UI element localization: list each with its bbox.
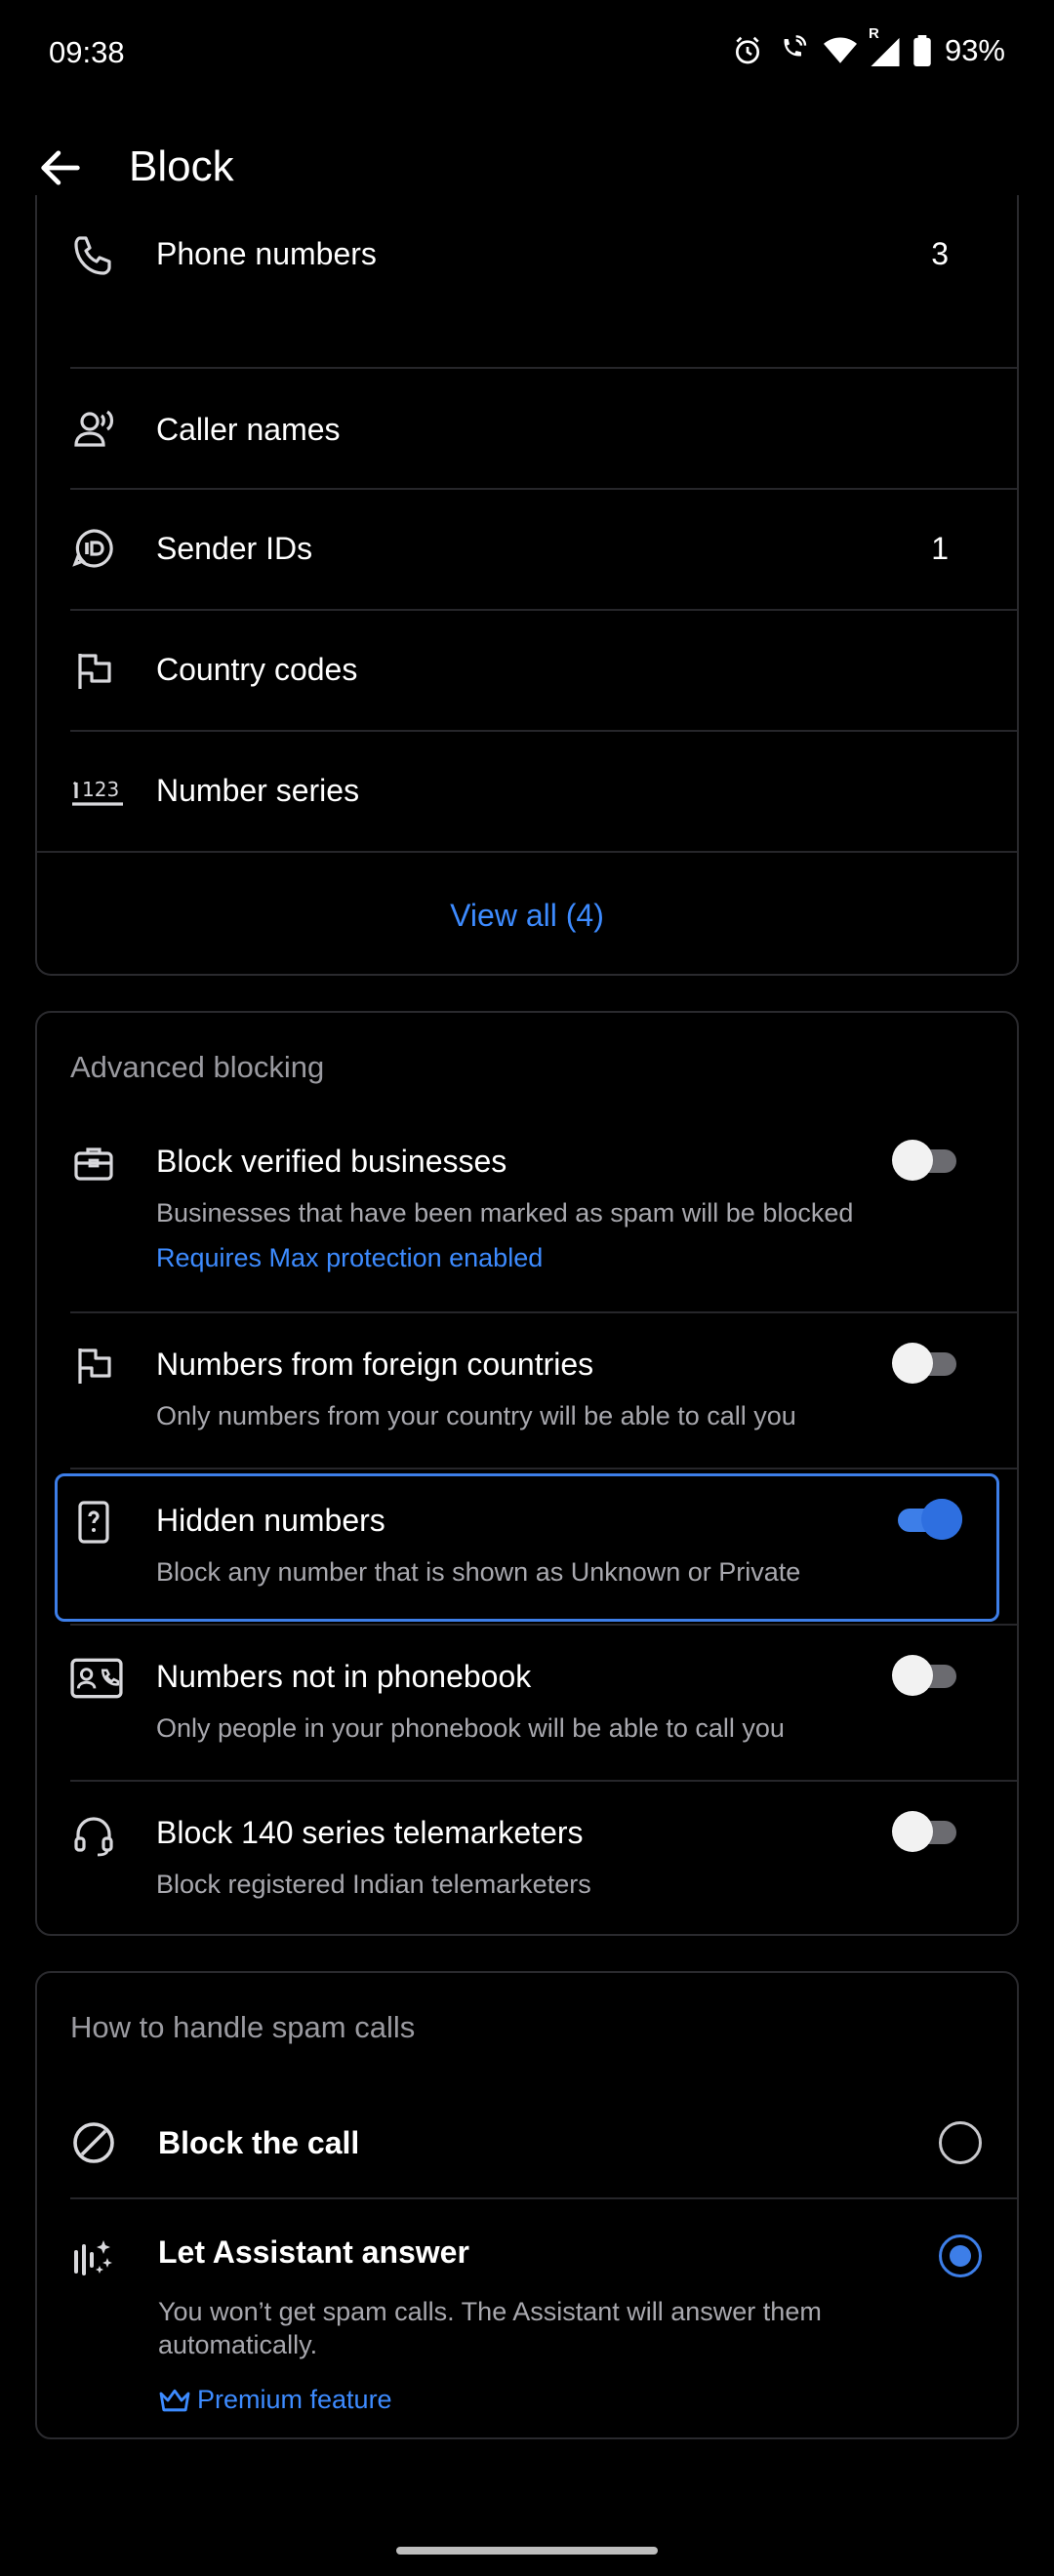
view-all-link[interactable]: View all (4): [450, 898, 604, 933]
wifi-call-icon: [777, 35, 810, 66]
toggle-switch[interactable]: [892, 1655, 960, 1694]
flag-icon: [70, 648, 117, 695]
section-title: How to handle spam calls: [70, 2010, 416, 2044]
list-item-phone-numbers[interactable]: [37, 195, 1017, 316]
setting-subtitle: Block registered Indian telemarketers: [156, 1870, 591, 1899]
list-item-label: Phone numbers: [156, 236, 377, 271]
toggle-switch[interactable]: [892, 1140, 960, 1179]
assistant-icon: [70, 2236, 117, 2283]
home-indicator[interactable]: [396, 2547, 658, 2555]
toggle-switch[interactable]: [892, 1343, 960, 1382]
list-item-number-series[interactable]: [37, 732, 1017, 853]
setting-not-in-phonebook[interactable]: [37, 1626, 1017, 1782]
page-title: Block: [129, 142, 234, 190]
battery-level: 93%: [944, 33, 1005, 67]
svg-text:123: 123: [82, 778, 120, 801]
spam-handling-card: [35, 1971, 1019, 2439]
premium-feature-badge[interactable]: [158, 2385, 392, 2415]
max-protection-link[interactable]: Requires Max protection enabled: [156, 1243, 544, 1272]
phone-icon: [70, 232, 117, 279]
alarm-icon: [732, 35, 763, 66]
briefcase-icon: [70, 1140, 117, 1187]
divider: [37, 851, 1017, 853]
setting-foreign-countries[interactable]: [37, 1313, 1017, 1469]
battery-icon: [913, 35, 931, 66]
option-title: Let Assistant answer: [158, 2234, 469, 2270]
toggle-switch[interactable]: [892, 1499, 960, 1538]
roaming-label: R: [868, 25, 879, 42]
setting-title: Hidden numbers: [156, 1503, 385, 1538]
list-item-label: Number series: [156, 773, 360, 808]
id-icon: [70, 525, 117, 572]
status-icons: [732, 25, 1005, 68]
premium-label: Premium feature: [197, 2385, 392, 2414]
setting-title: Block 140 series telemarketers: [156, 1815, 584, 1850]
list-item-label: Sender IDs: [156, 531, 313, 566]
setting-subtitle: Only people in your phonebook will be able to call you: [156, 1713, 785, 1743]
list-item-label: Country codes: [156, 652, 358, 687]
option-title: Block the call: [158, 2125, 360, 2160]
setting-subtitle: Businesses that have been marked as spam will be blocked: [156, 1198, 854, 1228]
status-time: 09:38: [49, 35, 125, 69]
option-let-assistant-answer[interactable]: [37, 2199, 1017, 2434]
headset-icon: [70, 1811, 117, 1858]
setting-title: Numbers not in phonebook: [156, 1659, 532, 1694]
section-title: Advanced blocking: [70, 1050, 325, 1084]
list-item-count: 3: [931, 236, 949, 271]
list-item-country-codes[interactable]: [37, 611, 1017, 732]
setting-140-telemarketers[interactable]: [37, 1782, 1017, 1938]
list-item-count: 1: [931, 531, 949, 566]
flag-icon: [70, 1343, 117, 1389]
block-icon: [70, 2119, 117, 2166]
crown-icon: [158, 2387, 191, 2414]
list-item-label: Caller names: [156, 412, 341, 447]
back-arrow-icon[interactable]: [35, 142, 86, 193]
list-item-sender-ids[interactable]: [37, 490, 1017, 611]
option-subtitle: You won’t get spam calls. The Assistant will answer them automatically.: [158, 2297, 822, 2359]
option-block-the-call[interactable]: [37, 2080, 1017, 2217]
contact-card-icon: [70, 1655, 123, 1702]
setting-subtitle: Only numbers from your country will be able to call you: [156, 1401, 796, 1430]
person-icon: [70, 406, 117, 453]
setting-subtitle: Block any number that is shown as Unknown or Private: [156, 1557, 801, 1587]
setting-title: Numbers from foreign countries: [156, 1347, 594, 1382]
block-list-card: [35, 195, 1019, 976]
wifi-icon: [824, 36, 857, 65]
radio-button[interactable]: [939, 2121, 982, 2164]
radio-button[interactable]: [939, 2234, 982, 2277]
hidden-number-icon: [70, 1499, 117, 1546]
advanced-blocking-card: [35, 1011, 1019, 1936]
setting-title: Block verified businesses: [156, 1144, 507, 1179]
toggle-switch[interactable]: [892, 1811, 960, 1850]
roaming-indicator: [868, 25, 900, 66]
setting-hidden-numbers[interactable]: [37, 1469, 1017, 1626]
list-item-caller-names[interactable]: [37, 369, 1017, 490]
number-series-icon: [70, 769, 125, 816]
